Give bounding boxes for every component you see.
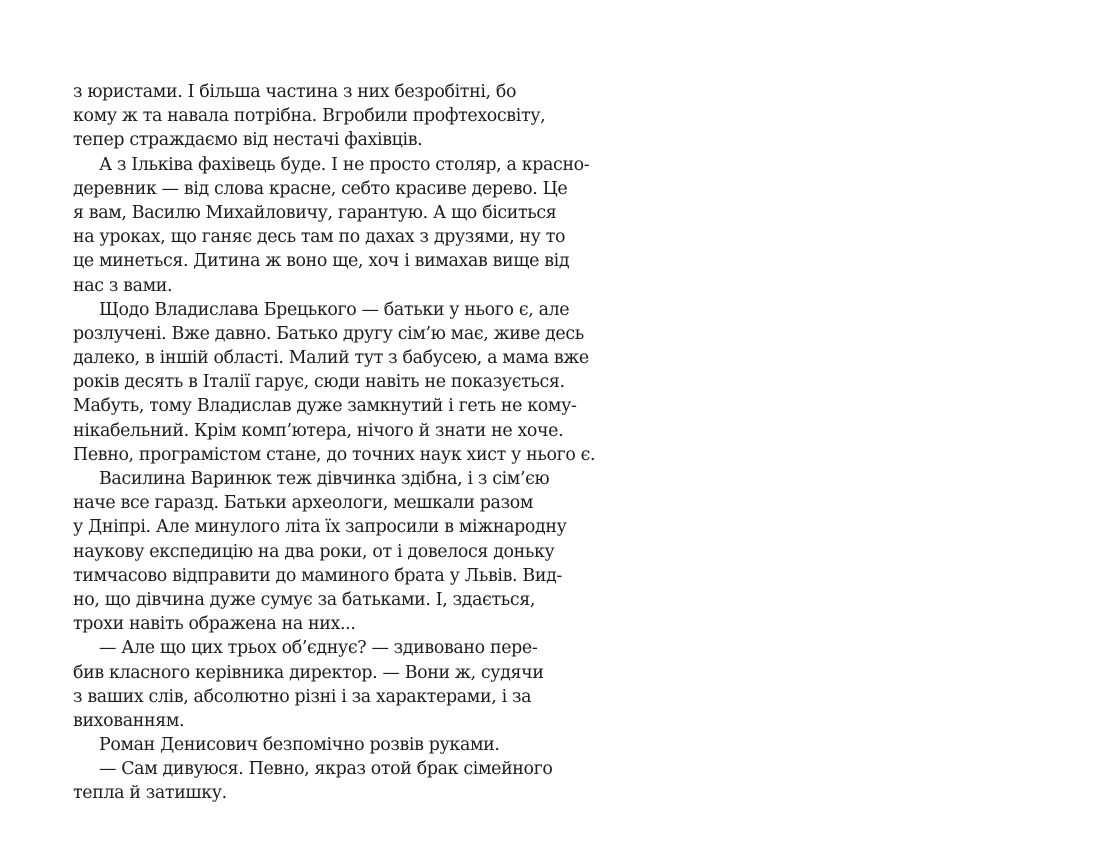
text-line: тепер страждаємо від нестачі фахівців.: [73, 130, 423, 151]
text-line: — Але що цих трьох об’єднує? — здивовано пере-: [99, 638, 538, 659]
book-page-text: [73, 80, 596, 806]
text-line: я вам, Василю Михайловичу, гарантую. А що біситься: [73, 202, 557, 223]
text-line: наукову експедицію на два роки, от і довелося доньку: [73, 541, 555, 562]
text-line: тимчасово відправити до маминого брата у Львів. Вид-: [73, 565, 562, 586]
text-line: Роман Денисович безпомічно розвів руками.: [99, 735, 500, 756]
text-line: кому ж та навала потрібна. Вгробили профтехосвіту,: [73, 106, 546, 127]
text-line: А з Ільківа фахівець буде. І не просто столяр, а красно-: [99, 154, 590, 175]
text-line: Щодо Владислава Брецького — батьки у нього є, але: [99, 299, 570, 320]
text-line: но, що дівчина дуже сумує за батьками. І, здається,: [73, 589, 536, 610]
text-line: з юристами. І більша частина з них безробітні, бо: [73, 82, 517, 102]
text-line: Певно, програмістом стане, до точних наук хист у нього є.: [73, 444, 596, 465]
text-line: далеко, в іншій області. Малий тут з бабусею, а мама вже: [73, 348, 589, 369]
text-line: на уроках, що ганяє десь там по дахах з друзями, ну то: [73, 227, 566, 248]
text-line: вихованням.: [73, 710, 185, 731]
text-line: розлучені. Вже давно. Батько другу сім’ю має, живе десь: [73, 323, 584, 344]
text-line: деревник — від слова красне, себто красиве дерево. Це: [73, 178, 568, 199]
text-line: нікабельний. Крім комп’ютера, нічого й знати не хоче.: [73, 420, 564, 441]
text-line: це минеться. Дитина ж воно ще, хоч і вимахав вище від: [73, 251, 570, 272]
text-line: трохи навіть ображена на них...: [73, 614, 356, 635]
text-line: — Сам дивуюся. Певно, якраз отой брак сімейного: [99, 759, 553, 780]
text-line: нас з вами.: [73, 275, 173, 296]
text-line: бив класного керівника директор. — Вони ж, судячи: [73, 662, 544, 683]
text-line: у Дніпрі. Але минулого літа їх запросили в міжнародну: [73, 517, 567, 538]
text-line: тепла й затишку.: [73, 783, 227, 804]
text-line: Василина Варинюк теж дівчинка здібна, і з сім’єю: [99, 469, 550, 489]
text-line: наче все гаразд. Батьки археологи, мешкали разом: [73, 493, 533, 514]
text-line: років десять в Італії гарує, сюди навіть не показується.: [73, 372, 565, 393]
text-line: Мабуть, тому Владислав дуже замкнутий і геть не кому-: [73, 396, 577, 417]
text-line: з ваших слів, абсолютно різні і за характерами, і за: [73, 686, 532, 707]
